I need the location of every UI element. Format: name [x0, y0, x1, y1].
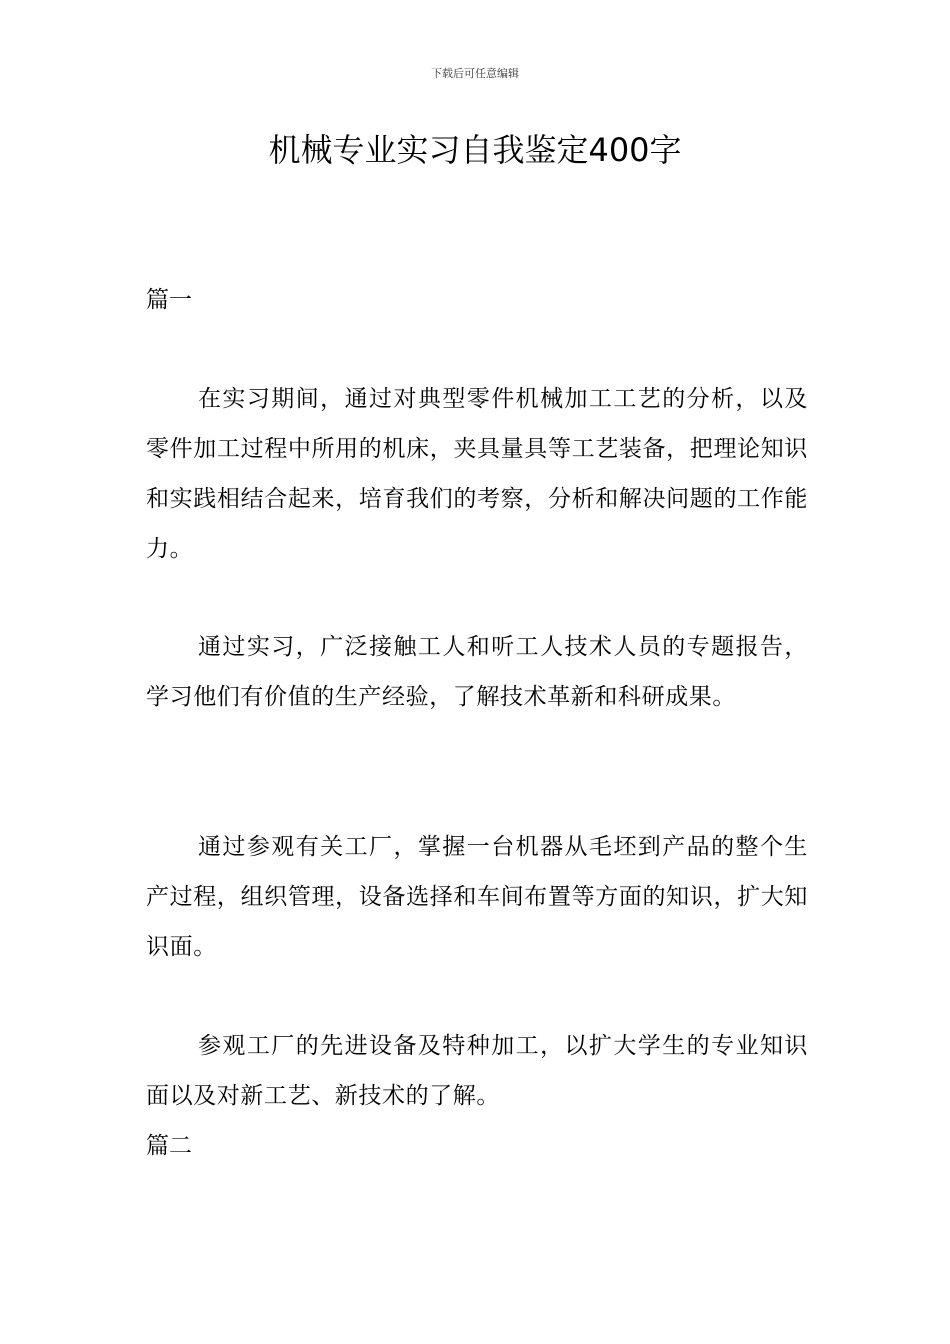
document-title: 机械专业实习自我鉴定400字 [268, 131, 682, 169]
section-label-1: 篇一 [146, 287, 192, 313]
paragraph-4: 参观工厂的先进设备及特种加工，以扩大学生的专业知识面以及对新工艺、新技术的了解。 [146, 1033, 808, 1109]
section-label-2: 篇二 [146, 1133, 192, 1159]
paragraph-1: 在实习期间，通过对典型零件机械加工工艺的分析，以及零件加工过程中所用的机床，夹具量具等工艺装备，把理论知识和实践相结合起来，培育我们的考察，分析和解决问题的工作能力。 [146, 386, 808, 562]
paragraph-2: 通过实习，广泛接触工人和听工人技术人员的专题报告，学习他们有价值的生产经验，了解技术革新和科研成果。 [146, 634, 808, 710]
paragraph-3: 通过参观有关工厂，掌握一台机器从毛坯到产品的整个生产过程，组织管理，设备选择和车间布置等方面的知识，扩大知识面。 [146, 834, 808, 960]
header-note: 下载后可任意编辑 [431, 67, 519, 80]
